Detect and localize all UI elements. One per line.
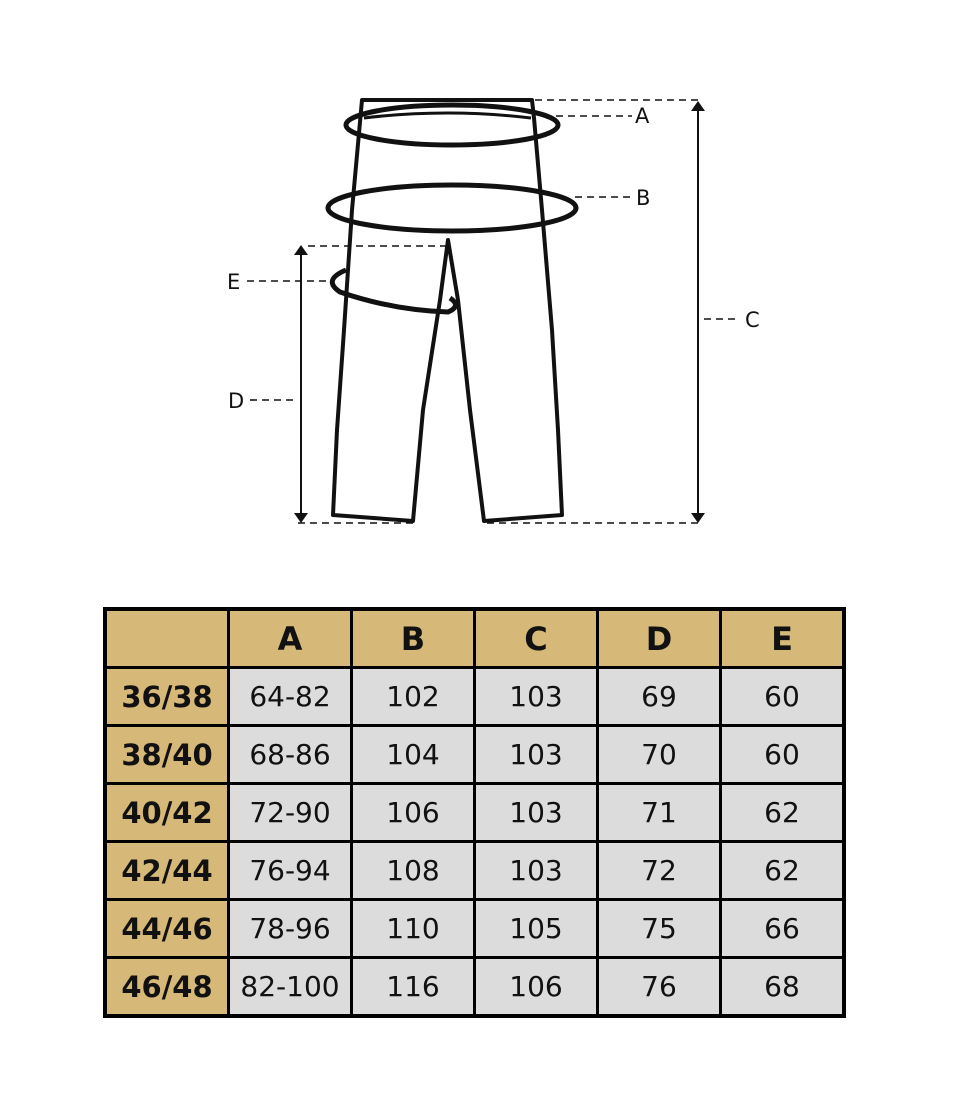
cell-b: 116 <box>352 958 475 1017</box>
size-label: 44/46 <box>105 900 229 958</box>
cell-b: 102 <box>352 668 475 726</box>
label-c: C <box>745 308 760 332</box>
column-header-e: E <box>721 609 845 668</box>
size-chart-table <box>103 607 846 1018</box>
cell-c: 103 <box>475 668 598 726</box>
cell-e: 60 <box>721 726 845 784</box>
column-header-a: A <box>229 609 352 668</box>
column-header-c: C <box>475 609 598 668</box>
size-label: 40/42 <box>105 784 229 842</box>
label-d: D <box>228 389 245 413</box>
cell-d: 75 <box>598 900 721 958</box>
size-label: 36/38 <box>105 668 229 726</box>
table-row <box>105 842 844 900</box>
table-row <box>105 726 844 784</box>
cell-e: 68 <box>721 958 845 1017</box>
cell-d: 76 <box>598 958 721 1017</box>
cell-a: 64-82 <box>229 668 352 726</box>
cell-b: 110 <box>352 900 475 958</box>
cell-a: 78-96 <box>229 900 352 958</box>
cell-e: 60 <box>721 668 845 726</box>
cell-d: 72 <box>598 842 721 900</box>
table-header-row <box>105 609 844 668</box>
label-b: B <box>636 186 651 210</box>
column-header-b: B <box>352 609 475 668</box>
cell-a: 72-90 <box>229 784 352 842</box>
cell-c: 106 <box>475 958 598 1017</box>
cell-e: 62 <box>721 784 845 842</box>
cell-b: 106 <box>352 784 475 842</box>
table-row <box>105 668 844 726</box>
table-row <box>105 900 844 958</box>
cell-c: 103 <box>475 842 598 900</box>
size-label: 46/48 <box>105 958 229 1017</box>
cell-a: 68-86 <box>229 726 352 784</box>
label-a: A <box>635 104 650 128</box>
cell-e: 66 <box>721 900 845 958</box>
cell-c: 105 <box>475 900 598 958</box>
label-e: E <box>227 270 241 294</box>
size-label: 42/44 <box>105 842 229 900</box>
cell-b: 108 <box>352 842 475 900</box>
size-label: 38/40 <box>105 726 229 784</box>
cell-d: 71 <box>598 784 721 842</box>
cell-c: 103 <box>475 726 598 784</box>
table-row <box>105 784 844 842</box>
column-header-d: D <box>598 609 721 668</box>
cell-d: 69 <box>598 668 721 726</box>
cell-b: 104 <box>352 726 475 784</box>
table-row <box>105 958 844 1017</box>
cell-a: 82-100 <box>229 958 352 1017</box>
cell-c: 103 <box>475 784 598 842</box>
cell-d: 70 <box>598 726 721 784</box>
cell-e: 62 <box>721 842 845 900</box>
cell-a: 76-94 <box>229 842 352 900</box>
table-corner-cell <box>105 609 229 668</box>
